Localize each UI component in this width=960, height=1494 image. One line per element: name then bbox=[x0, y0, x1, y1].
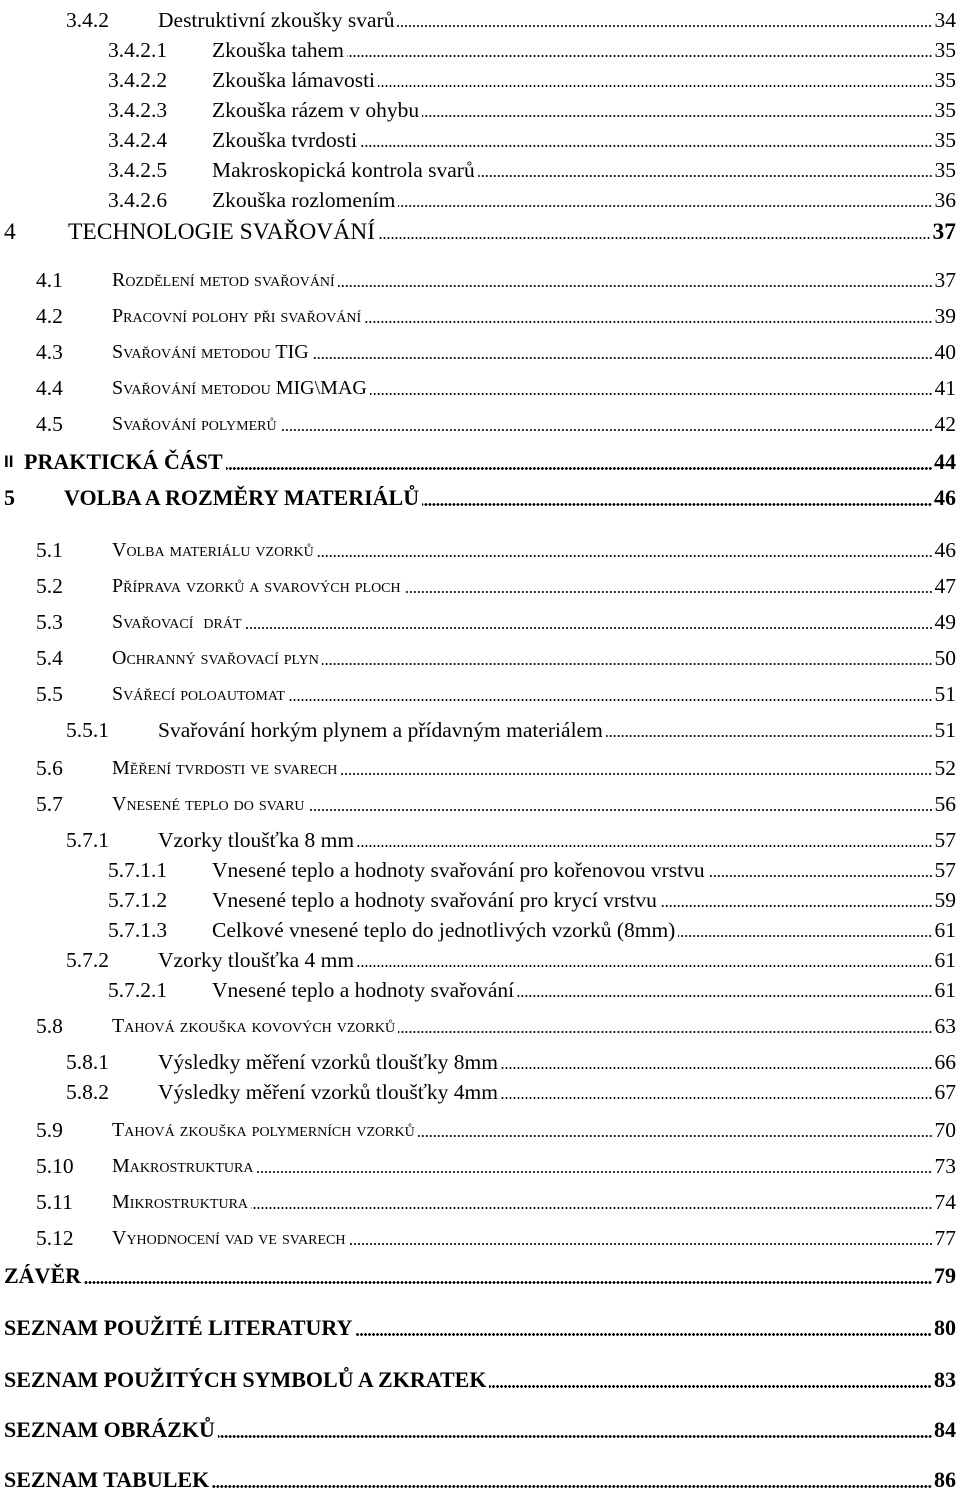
toc-entry-title: Celkové vnesené teplo do jednotlivých vzorků (8mm) bbox=[212, 918, 676, 942]
toc-entry-title: TECHNOLOGIE SVAŘOVÁNÍ bbox=[68, 219, 376, 245]
toc-entry-number: 4.5 bbox=[36, 412, 63, 436]
dot-leader bbox=[501, 1097, 932, 1099]
toc-entry-page: 66 bbox=[934, 1050, 956, 1074]
dot-leader bbox=[370, 393, 933, 395]
dot-leader bbox=[422, 115, 932, 117]
toc-entry-title: ZÁVĚR bbox=[4, 1263, 82, 1288]
toc-entry-page: 37 bbox=[934, 268, 956, 292]
dot-leader bbox=[308, 809, 933, 811]
toc-entry-number: 5.7.2.1 bbox=[108, 978, 168, 1002]
dot-leader bbox=[280, 429, 933, 431]
dot-leader bbox=[708, 875, 933, 877]
toc-entry-title: Vzorky tloušťka 4 mm bbox=[158, 948, 355, 972]
dot-leader bbox=[398, 1031, 932, 1033]
toc-section-entry[interactable] bbox=[4, 1310, 956, 1340]
toc-entry[interactable] bbox=[36, 750, 956, 780]
toc-entry-number: 5.11 bbox=[36, 1190, 73, 1214]
toc-entry[interactable] bbox=[108, 32, 956, 62]
toc-entry-number: 5.10 bbox=[36, 1154, 74, 1178]
toc-entry-page: 56 bbox=[934, 792, 956, 816]
toc-entry-number: 3.4.2.5 bbox=[108, 158, 168, 182]
dot-leader bbox=[256, 1171, 932, 1173]
toc-entry-title: Zkouška tvrdosti bbox=[212, 128, 358, 152]
dot-leader bbox=[660, 905, 933, 907]
toc-entry-number: 4.2 bbox=[36, 304, 63, 328]
toc-entry-number: 3.4.2.2 bbox=[108, 68, 168, 92]
toc-entry-number: 5.5 bbox=[36, 682, 63, 706]
toc-entry-page: 57 bbox=[934, 828, 956, 852]
toc-entry-page: 52 bbox=[934, 756, 956, 780]
toc-entry-number: 3.4.2.3 bbox=[108, 98, 168, 122]
toc-entry-title: Vnesené teplo a hodnoty svařování bbox=[212, 978, 515, 1002]
dot-leader bbox=[418, 1135, 933, 1137]
toc-entry-page: 36 bbox=[934, 188, 956, 212]
toc-entry-title: Tahová zkouška polymerních vzorků bbox=[112, 1119, 415, 1141]
toc-entry-number: 5.12 bbox=[36, 1226, 74, 1250]
toc-entry[interactable] bbox=[36, 568, 956, 598]
toc-entry-title: Vnesené teplo a hodnoty svařování pro kořenovou vrstvu bbox=[212, 858, 705, 882]
toc-entry-number: 3.4.2.6 bbox=[108, 188, 168, 212]
dot-leader bbox=[349, 1243, 933, 1245]
toc-entry-number: 5.7.1.1 bbox=[108, 858, 168, 882]
toc-entry-title: Svářecí poloautomat bbox=[112, 683, 285, 705]
dot-leader bbox=[288, 699, 933, 701]
toc-entry[interactable] bbox=[108, 92, 956, 122]
toc-entry-number: 5.6 bbox=[36, 756, 63, 780]
toc-entry[interactable] bbox=[36, 676, 956, 706]
toc-chapter-entry[interactable] bbox=[4, 214, 956, 244]
toc-entry-page: 35 bbox=[934, 98, 956, 122]
toc-entry[interactable] bbox=[36, 1008, 956, 1038]
toc-part-entry[interactable] bbox=[4, 444, 956, 474]
toc-entry-page: 61 bbox=[934, 948, 956, 972]
toc-entry-page: 70 bbox=[934, 1118, 956, 1142]
toc-entry-title: SEZNAM OBRÁZKŮ bbox=[4, 1417, 215, 1442]
toc-entry-number: 5.7.2 bbox=[66, 948, 109, 972]
toc-entry-page: 63 bbox=[934, 1014, 956, 1038]
toc-entry-page: 35 bbox=[934, 158, 956, 182]
toc-entry-title: Výsledky měření vzorků tloušťky 4mm bbox=[158, 1080, 499, 1104]
dot-leader bbox=[478, 175, 933, 177]
toc-chapter-entry[interactable] bbox=[4, 480, 956, 510]
toc-entry-title: Vzorky tloušťka 8 mm bbox=[158, 828, 355, 852]
dot-leader bbox=[397, 25, 932, 27]
dot-leader bbox=[357, 845, 932, 847]
dot-leader bbox=[338, 285, 933, 287]
toc-entry-number: 5.5.1 bbox=[66, 718, 109, 742]
toc-entry-number: 5.8.2 bbox=[66, 1080, 109, 1104]
toc-entry-number: 4 bbox=[4, 219, 16, 245]
toc-section-entry[interactable] bbox=[4, 1258, 956, 1288]
toc-entry-page: 51 bbox=[934, 718, 956, 742]
toc-entry-page: 42 bbox=[934, 412, 956, 436]
dot-leader bbox=[347, 55, 933, 57]
toc-entry-title: Rozdělení metod svařování bbox=[112, 269, 335, 291]
dot-leader bbox=[226, 467, 932, 470]
dot-leader bbox=[404, 591, 933, 593]
toc-entry-number: 5.2 bbox=[36, 574, 63, 598]
toc-entry[interactable] bbox=[36, 604, 956, 634]
toc-entry-title: SEZNAM POUŽITÉ LITERATURY bbox=[4, 1315, 353, 1340]
toc-entry-number: 4.3 bbox=[36, 340, 63, 364]
toc-entry-number: 5.8.1 bbox=[66, 1050, 109, 1074]
dot-leader bbox=[355, 1333, 932, 1336]
toc-entry-title: SEZNAM POUŽITÝCH SYMBOLŮ A ZKRATEK bbox=[4, 1367, 487, 1392]
toc-entry[interactable] bbox=[108, 852, 956, 882]
toc-entry-title: Mikrostruktura bbox=[112, 1191, 249, 1213]
toc-entry-number: 3.4.2.1 bbox=[108, 38, 168, 62]
dot-leader bbox=[218, 1435, 932, 1438]
toc-entry[interactable] bbox=[66, 1044, 956, 1074]
toc-entry[interactable] bbox=[108, 122, 956, 152]
toc-entry-page: 57 bbox=[934, 858, 956, 882]
toc-entry-number: 3.4.2 bbox=[66, 8, 109, 32]
toc-entry-page: 41 bbox=[934, 376, 956, 400]
toc-entry-page: 50 bbox=[934, 646, 956, 670]
toc-entry-page: 35 bbox=[934, 38, 956, 62]
dot-leader bbox=[251, 1207, 932, 1209]
toc-entry-title: PRAKTICKÁ ČÁST bbox=[24, 449, 223, 474]
toc-entry[interactable] bbox=[36, 1148, 956, 1178]
toc-entry-title: Pracovní polohy při svařování bbox=[112, 305, 362, 327]
toc-entry-title: Makrostruktura bbox=[112, 1155, 254, 1177]
toc-entry-page: 59 bbox=[934, 888, 956, 912]
dot-leader bbox=[312, 357, 933, 359]
toc-entry-title: Zkouška rozlomením bbox=[212, 188, 396, 212]
dot-leader bbox=[422, 503, 932, 506]
toc-entry-page: 73 bbox=[934, 1154, 956, 1178]
toc-entry[interactable] bbox=[108, 182, 956, 212]
toc-entry-title: Svařování polymerů bbox=[112, 413, 277, 435]
toc-entry-page: 37 bbox=[932, 219, 956, 245]
toc-entry[interactable] bbox=[36, 406, 956, 436]
toc-entry-page: 83 bbox=[934, 1367, 956, 1392]
toc-entry-number: 5.1 bbox=[36, 538, 63, 562]
toc-entry-title: Měření tvrdosti ve svarech bbox=[112, 757, 338, 779]
toc-entry-page: 47 bbox=[934, 574, 956, 598]
toc-entry-number: 5.7.1.2 bbox=[108, 888, 168, 912]
dot-leader bbox=[340, 773, 932, 775]
toc-entry[interactable] bbox=[36, 640, 956, 670]
dot-leader bbox=[398, 205, 932, 207]
toc-entry-page: 51 bbox=[934, 682, 956, 706]
toc-entry-page: 49 bbox=[934, 610, 956, 634]
toc-entry-title: SEZNAM TABULEK bbox=[4, 1467, 210, 1492]
dot-leader bbox=[678, 935, 932, 937]
toc-entry-title: Svařování horkým plynem a přídavným materiálem bbox=[158, 718, 603, 742]
toc-entry[interactable] bbox=[36, 298, 956, 328]
toc-entry-page: 84 bbox=[934, 1417, 956, 1442]
toc-entry-page: 74 bbox=[934, 1190, 956, 1214]
toc-entry-number: 4.4 bbox=[36, 376, 63, 400]
toc-entry-title: Příprava vzorků a svarových ploch bbox=[112, 575, 401, 597]
toc-entry-page: 35 bbox=[934, 128, 956, 152]
dot-leader bbox=[212, 1485, 932, 1488]
toc-entry-number: II bbox=[4, 452, 14, 471]
dot-leader bbox=[317, 555, 933, 557]
toc-entry-title: Vnesené teplo do svaru bbox=[112, 793, 305, 815]
toc-entry-page: 61 bbox=[934, 978, 956, 1002]
toc-entry-number: 5.4 bbox=[36, 646, 63, 670]
toc-entry[interactable] bbox=[66, 2, 956, 32]
toc-entry-number: 5.7.1 bbox=[66, 828, 109, 852]
toc-entry-title: Ochranný svařovací plyn bbox=[112, 647, 319, 669]
toc-entry-title: Výsledky měření vzorků tloušťky 8mm bbox=[158, 1050, 499, 1074]
toc-entry-title: Volba materiálu vzorků bbox=[112, 539, 314, 561]
toc-entry-title: Destruktivní zkoušky svarů bbox=[158, 8, 395, 32]
toc-entry-page: 46 bbox=[934, 485, 956, 510]
toc-entry-title: Svařovací drát bbox=[112, 611, 242, 633]
toc-section-entry[interactable] bbox=[4, 1462, 956, 1492]
toc-entry[interactable] bbox=[36, 532, 956, 562]
toc-entry-page: 46 bbox=[934, 538, 956, 562]
dot-leader bbox=[489, 1385, 932, 1388]
toc-entry[interactable] bbox=[36, 370, 956, 400]
toc-entry[interactable] bbox=[66, 942, 956, 972]
dot-leader bbox=[322, 663, 933, 665]
toc-entry-page: 79 bbox=[934, 1263, 956, 1288]
toc-entry-page: 61 bbox=[934, 918, 956, 942]
dot-leader bbox=[245, 627, 933, 629]
toc-entry[interactable] bbox=[66, 822, 956, 852]
dot-leader bbox=[517, 995, 932, 997]
toc-entry-title: Zkouška lámavosti bbox=[212, 68, 376, 92]
toc-entry-number: 5.8 bbox=[36, 1014, 63, 1038]
dot-leader bbox=[501, 1067, 932, 1069]
toc-entry-number: 5 bbox=[4, 485, 15, 510]
toc-entry[interactable] bbox=[36, 262, 956, 292]
toc-entry[interactable] bbox=[36, 334, 956, 364]
toc-entry-page: 86 bbox=[934, 1467, 956, 1492]
toc-entry[interactable] bbox=[36, 786, 956, 816]
toc-entry-page: 80 bbox=[934, 1315, 956, 1340]
toc-entry-page: 77 bbox=[934, 1226, 956, 1250]
toc-entry-title: VOLBA A ROZMĚRY MATERIÁLŮ bbox=[64, 485, 420, 510]
dot-leader bbox=[360, 145, 932, 147]
toc-section-entry[interactable] bbox=[4, 1412, 956, 1442]
toc-entry-page: 34 bbox=[934, 8, 956, 32]
toc-entry[interactable] bbox=[108, 882, 956, 912]
toc-entry-page: 40 bbox=[934, 340, 956, 364]
toc-entry-page: 67 bbox=[934, 1080, 956, 1104]
toc-entry-number: 5.9 bbox=[36, 1118, 63, 1142]
toc-entry-number: 5.3 bbox=[36, 610, 63, 634]
toc-entry[interactable] bbox=[108, 912, 956, 942]
dot-leader bbox=[378, 85, 932, 87]
dot-leader bbox=[364, 321, 932, 323]
toc-entry[interactable] bbox=[36, 1220, 956, 1250]
dot-leader bbox=[84, 1281, 932, 1284]
toc-entry[interactable] bbox=[108, 972, 956, 1002]
toc-entry[interactable] bbox=[108, 152, 956, 182]
toc-entry-title: Svařování metodou TIG bbox=[112, 341, 309, 363]
toc-entry[interactable] bbox=[108, 62, 956, 92]
dot-leader bbox=[606, 735, 933, 737]
toc-entry[interactable] bbox=[66, 712, 956, 742]
toc-entry-number: 3.4.2.4 bbox=[108, 128, 168, 152]
toc-entry-title: Tahová zkouška kovových vzorků bbox=[112, 1015, 396, 1037]
toc-entry-title: Zkouška tahem bbox=[212, 38, 344, 62]
dot-leader bbox=[357, 965, 932, 967]
toc-entry-title: Vnesené teplo a hodnoty svařování pro krycí vrstvu bbox=[212, 888, 657, 912]
toc-entry-page: 44 bbox=[934, 449, 956, 474]
toc-entry[interactable] bbox=[36, 1184, 956, 1214]
toc-entry-number: 5.7.1.3 bbox=[108, 918, 168, 942]
toc-entry-title: Svařování metodou MIG\MAG bbox=[112, 377, 367, 399]
toc-entry-title: Vyhodnocení vad ve svarech bbox=[112, 1227, 346, 1249]
dot-leader bbox=[378, 237, 930, 239]
toc-entry-title: Zkouška rázem v ohybu bbox=[212, 98, 420, 122]
toc-entry[interactable] bbox=[36, 1112, 956, 1142]
toc-entry-number: 4.1 bbox=[36, 268, 63, 292]
toc-entry-title: Makroskopická kontrola svarů bbox=[212, 158, 475, 182]
toc-entry-page: 39 bbox=[934, 304, 956, 328]
toc-entry-number: 5.7 bbox=[36, 792, 63, 816]
toc-entry-page: 35 bbox=[934, 68, 956, 92]
toc-section-entry[interactable] bbox=[4, 1362, 956, 1392]
toc-entry[interactable] bbox=[66, 1074, 956, 1104]
